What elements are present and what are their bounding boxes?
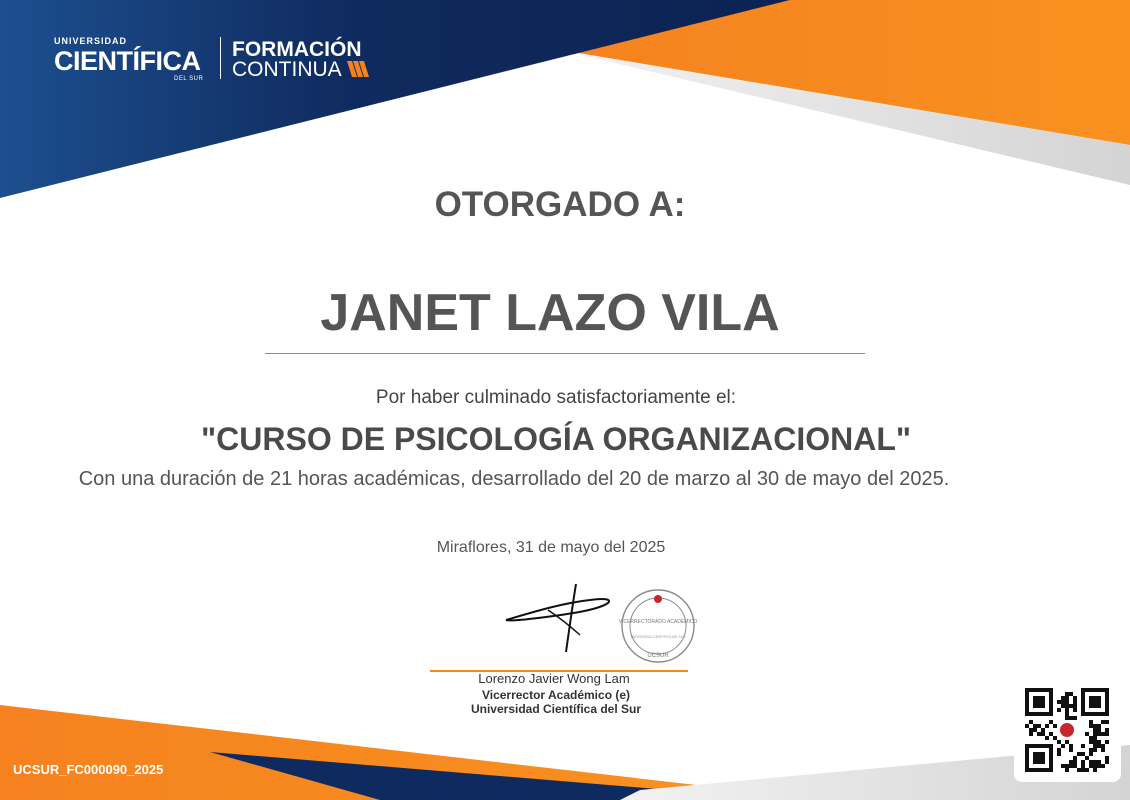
logo-university-top: UNIVERSIDAD xyxy=(54,36,128,46)
course-title: "CURSO DE PSICOLOGÍA ORGANIZACIONAL" xyxy=(200,421,912,457)
seal-bottom-text: UCSUR xyxy=(647,653,669,659)
chevrons-icon xyxy=(347,61,369,77)
official-seal xyxy=(618,588,698,664)
recipient-name: JANET LAZO VILA xyxy=(320,284,780,342)
course-duration: Con una duración de 21 horas académicas, desarrollado del 20 de marzo al 30 de mayo del 2025. xyxy=(78,468,950,490)
signer-role: Vicerrector Académico (e) xyxy=(481,688,631,702)
logo-program-line2: CONTINUA xyxy=(232,58,342,81)
logo-divider xyxy=(220,37,221,79)
signer-name: Lorenzo Javier Wong Lam xyxy=(478,671,630,686)
completion-intro: Por haber culminado satisfactoriamente el: xyxy=(375,387,737,408)
signer-organization: Universidad Científica del Sur xyxy=(470,702,642,716)
top-navy-band xyxy=(0,0,790,198)
qr-code-card[interactable] xyxy=(1014,679,1121,782)
place-date: Miraflores, 31 de mayo del 2025 xyxy=(436,539,666,556)
seal-inner-text: VICERRECTORADO ACADÉMICO xyxy=(618,619,698,625)
university-logo xyxy=(54,34,384,84)
logo-program-line1: FORMACIÓN xyxy=(232,38,362,61)
logo-university-main: CIENTÍFICA xyxy=(54,46,201,76)
name-underline xyxy=(265,353,865,354)
seal-outer-text: UNIVERSIDAD CIENTÍFICA DEL SUR xyxy=(630,635,686,639)
qr-code-icon[interactable] xyxy=(1025,688,1109,772)
certificate-code: UCSUR_FC000090_2025 xyxy=(13,762,164,777)
signature-drawing xyxy=(500,580,620,655)
logo-university-sub: DEL SUR xyxy=(174,76,204,82)
awarded-heading: OTORGADO A: xyxy=(434,185,686,224)
